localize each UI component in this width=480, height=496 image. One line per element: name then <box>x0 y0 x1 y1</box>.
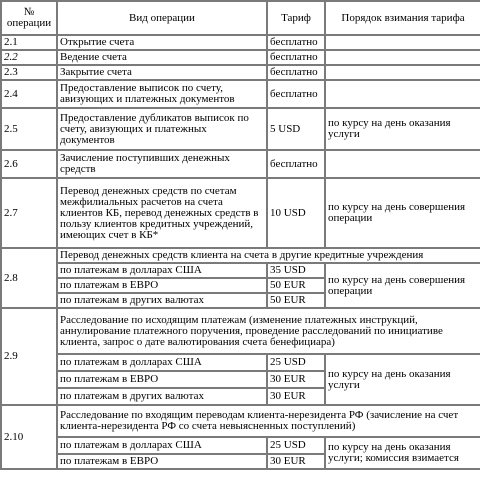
sub-operation-name: по платежам в ЕВРО <box>57 278 267 293</box>
table-row <box>1 108 480 150</box>
charge-order: по курсу на день оказания услуги <box>325 108 480 150</box>
tariff-value: бесплатно <box>267 50 325 65</box>
tariff-value: 30 EUR <box>267 371 325 388</box>
table-row <box>1 35 480 50</box>
table-row <box>1 80 480 108</box>
sub-operation-name: по платежам в других валютах <box>57 388 267 405</box>
header-order: Порядок взимания тарифа <box>325 1 480 35</box>
operation-title: Расследование по входящим переводам клиента-нерезидента РФ (зачисление на счет клиента-нерезидента РФ со счета невыясненных поступлений) <box>57 405 480 437</box>
charge-order: по курсу на день оказания услуги; комиссия взимается <box>325 437 480 469</box>
operation-name: Открытие счета <box>57 35 267 50</box>
operation-name: Предоставление выписок по счету, авизующих и платежных документов <box>57 80 267 108</box>
row-number: 2.7 <box>1 178 57 248</box>
header-row <box>1 1 480 35</box>
tariff-value: 25 USD <box>267 354 325 371</box>
operation-name: Перевод денежных средств по счетам межфилиальных расчетов на счета клиентов КБ, перевод денежных средств в пользу клиентов кредитных учреждений, имеющих счет в КБ* <box>57 178 267 248</box>
operation-name: Зачисление поступивших денежных средств <box>57 150 267 178</box>
table-row <box>1 263 480 278</box>
sub-operation-name: по платежам в других валютах <box>57 293 267 308</box>
row-number: 2.9 <box>1 308 57 405</box>
charge-order <box>325 35 480 50</box>
tariff-value: 50 EUR <box>267 293 325 308</box>
sub-operation-name: по платежам в долларах США <box>57 437 267 454</box>
table-row <box>1 405 480 437</box>
tariff-value: 30 EUR <box>267 388 325 405</box>
tariff-value: 25 USD <box>267 437 325 454</box>
tariff-value: 5 USD <box>267 108 325 150</box>
row-number: 2.1 <box>1 35 57 50</box>
table-row <box>1 178 480 248</box>
row-number: 2.10 <box>1 405 57 469</box>
table-row <box>1 354 480 371</box>
operation-name: Предоставление дубликатов выписок по счету, авизующих и платежных документов <box>57 108 267 150</box>
row-number: 2.3 <box>1 65 57 80</box>
row-number: 2.5 <box>1 108 57 150</box>
table-row <box>1 65 480 80</box>
row-number: 2.8 <box>1 248 57 308</box>
charge-order <box>325 65 480 80</box>
tariff-value: 50 EUR <box>267 278 325 293</box>
table-row <box>1 308 480 354</box>
sub-operation-name: по платежам в ЕВРО <box>57 371 267 388</box>
operation-title: Расследование по исходящим платежам (изменение платежных инструкций, аннулирование платежного поручения, проведение расследований по инициативе клиента, запрос о дате валютирования счета бенефициара) <box>57 308 480 354</box>
charge-order: по курсу на день совершения операции <box>325 178 480 248</box>
table-row <box>1 50 480 65</box>
row-number: 2.6 <box>1 150 57 178</box>
charge-order <box>325 80 480 108</box>
header-type: Вид операции <box>57 1 267 35</box>
table-row <box>1 150 480 178</box>
tariff-value: 30 EUR <box>267 454 325 469</box>
tariff-value: 10 USD <box>267 178 325 248</box>
sub-operation-name: по платежам в долларах США <box>57 263 267 278</box>
tariff-value: бесплатно <box>267 65 325 80</box>
operation-name: Ведение счета <box>57 50 267 65</box>
sub-operation-name: по платежам в долларах США <box>57 354 267 371</box>
tariff-value: бесплатно <box>267 150 325 178</box>
tariff-value: 35 USD <box>267 263 325 278</box>
header-tariff: Тариф <box>267 1 325 35</box>
charge-order: по курсу на день совершения операции <box>325 263 480 308</box>
tariff-value: бесплатно <box>267 35 325 50</box>
operation-name: Закрытие счета <box>57 65 267 80</box>
row-number: 2.2 <box>1 50 57 65</box>
charge-order <box>325 150 480 178</box>
charge-order: по курсу на день оказания услуги <box>325 354 480 405</box>
sub-operation-name: по платежам в ЕВРО <box>57 454 267 469</box>
table-row <box>1 437 480 454</box>
charge-order <box>325 50 480 65</box>
row-number: 2.4 <box>1 80 57 108</box>
operation-title: Перевод денежных средств клиента на счета в другие кредитные учреждения <box>57 248 480 263</box>
header-num: № операции <box>1 1 57 35</box>
tariff-value: бесплатно <box>267 80 325 108</box>
table-row <box>1 248 480 263</box>
